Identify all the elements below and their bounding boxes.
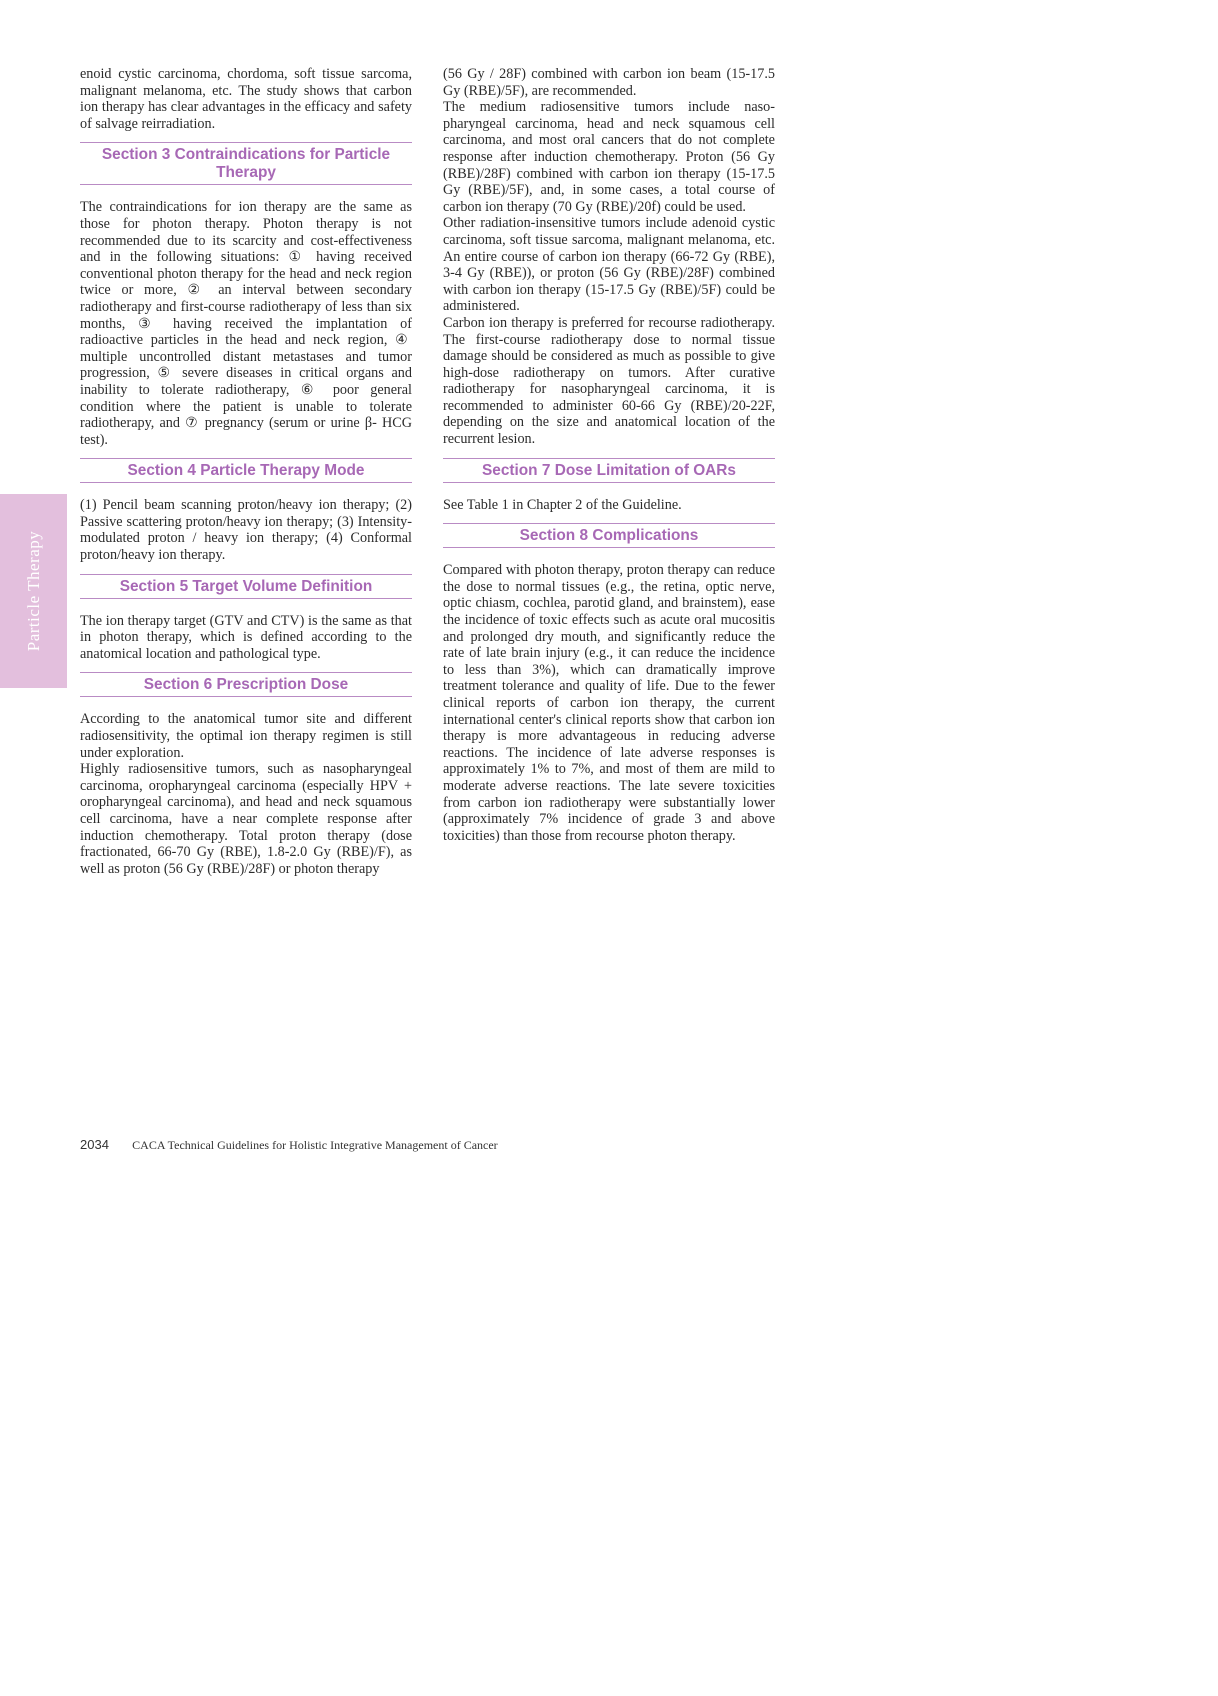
section-3-paragraph: The contraindications for ion therapy are the same as those for photon therapy. Photon therapy is not recommended due to its scarcity and cost-effectiveness and in the following situations: ① having received conventional photon therapy for the head and neck region twice or more, ② an interval between secondary radiotherapy and first-course radiotherapy of less than six months, ③ having received the implantation of radioactive particles in the head and neck region, ④ multiple uncontrolled distant metastases and tumor progression, ⑤ severe diseases in critical organs and inability to tolerate radiotherapy, ⑥ poor general condition where the patient is unable to tolerate radiotherapy, and ⑦ pregnancy (serum or urine β- HCG test).	[80, 199, 412, 448]
continuation-paragraph: (56 Gy / 28F) combined with carbon ion beam (15-17.5 Gy (RBE)/5F), are recommended.	[443, 66, 775, 99]
section-4-paragraph: (1) Pencil beam scanning proton/heavy ion therapy; (2) Passive scattering proton/heavy ion therapy; (3) Intensity-modulated proton / heavy ion therapy; (4) Conformal proton/heavy ion therapy.	[80, 497, 412, 564]
intro-paragraph: enoid cystic carcinoma, chordoma, soft tissue sarcoma, malignant melanoma, etc. The study shows that carbon ion therapy has clear advantages in the efficacy and safety of salvage reirradiation.	[80, 66, 412, 132]
left-column	[80, 66, 412, 877]
page-number: 2034	[80, 1137, 109, 1152]
section-3-heading: Section 3 Contraindications for Particle Therapy	[80, 142, 412, 185]
medium-radiosensitive-paragraph: The medium radiosensitive tumors include nasopharyngeal carcinoma, head and neck squamous cell carcinoma, and most oral cancers that do not complete response after induction chemotherapy. Proton (56 Gy (RBE)/28F) combined with carbon ion therapy (15-17.5 Gy (RBE)/5F), and, in some cases, a total course of carbon ion therapy (70 Gy (RBE)/20f) could be used.	[443, 99, 775, 215]
section-6-paragraph-2: Highly radiosensitive tumors, such as nasopharyngeal carcinoma, oropharyngeal carcinoma (especially HPV + oropharyngeal carcinoma), and head and neck squamous cell carcinoma, have a near complete response after induction chemotherapy. Total proton therapy (dose fractionated, 66-70 Gy (RBE), 1.8-2.0 Gy (RBE)/F), as well as proton (56 Gy (RBE)/28F) or photon therapy	[80, 761, 412, 877]
side-tab	[0, 494, 67, 688]
section-8-paragraph: Compared with photon therapy, proton therapy can reduce the dose to normal tissues (e.g., the retina, optic nerve, optic chiasm, cochlea, parotid gland, and brainstem), ease the incidence of toxic effects such as acute oral mucositis and prolonged dry mouth, and significantly reduce the rate of late brain injury (e.g., it can reduce the incidence to less than 3%), which can dramatically improve treatment tolerance and quality of life. Due to the fewer clinical reports of carbon ion therapy, the current international center's clinical reports show that carbon ion therapy is more advantageous in reducing adverse reactions. The incidence of late adverse responses is approximately 1% to 7%, and most of them are mild to moderate adverse reactions. The late severe toxicities from carbon ion radiotherapy were substantially lower (approximately 7% incidence of grade 3 and above toxicities) than those from recourse photon therapy.	[443, 562, 775, 844]
page-footer	[80, 1137, 498, 1153]
right-column	[443, 66, 775, 844]
section-6-paragraph-1: According to the anatomical tumor site and different radiosensitivity, the optimal ion therapy regimen is still under exploration.	[80, 711, 412, 761]
recourse-radiotherapy-paragraph: Carbon ion therapy is preferred for recourse radiotherapy. The first-course radiotherapy dose to normal tissue damage should be considered as much as possible to give high-dose radiotherapy on tumors. After curative radiotherapy for nasopharyngeal carcinoma, it is recommended to administer 60-66 Gy (RBE)/20-22F, depending on the size and anatomical location of the recurrent lesion.	[443, 314, 775, 448]
side-tab-label: Particle Therapy	[23, 530, 43, 652]
section-7-heading: Section 7 Dose Limitation of OARs	[443, 458, 775, 483]
footer-title: CACA Technical Guidelines for Holistic Integrative Management of Cancer	[132, 1138, 498, 1152]
radiation-insensitive-paragraph: Other radiation-insensitive tumors include adenoid cystic carcinoma, soft tissue sarcoma, malignant melanoma, etc. An entire course of carbon ion therapy (66-72 Gy (RBE), 3-4 Gy (RBE)), or proton (56 Gy (RBE)/28F) combined with carbon ion therapy (15-17.5 Gy (RBE)/5F) could be administered.	[443, 215, 775, 315]
section-5-paragraph: The ion therapy target (GTV and CTV) is the same as that in photon therapy, which is defined according to the anatomical location and pathological type.	[80, 612, 412, 662]
section-5-heading: Section 5 Target Volume Definition	[80, 574, 412, 599]
section-6-heading: Section 6 Prescription Dose	[80, 672, 412, 697]
section-4-heading: Section 4 Particle Therapy Mode	[80, 458, 412, 483]
section-7-paragraph: See Table 1 in Chapter 2 of the Guideline.	[443, 496, 682, 513]
section-8-heading: Section 8 Complications	[443, 523, 775, 548]
